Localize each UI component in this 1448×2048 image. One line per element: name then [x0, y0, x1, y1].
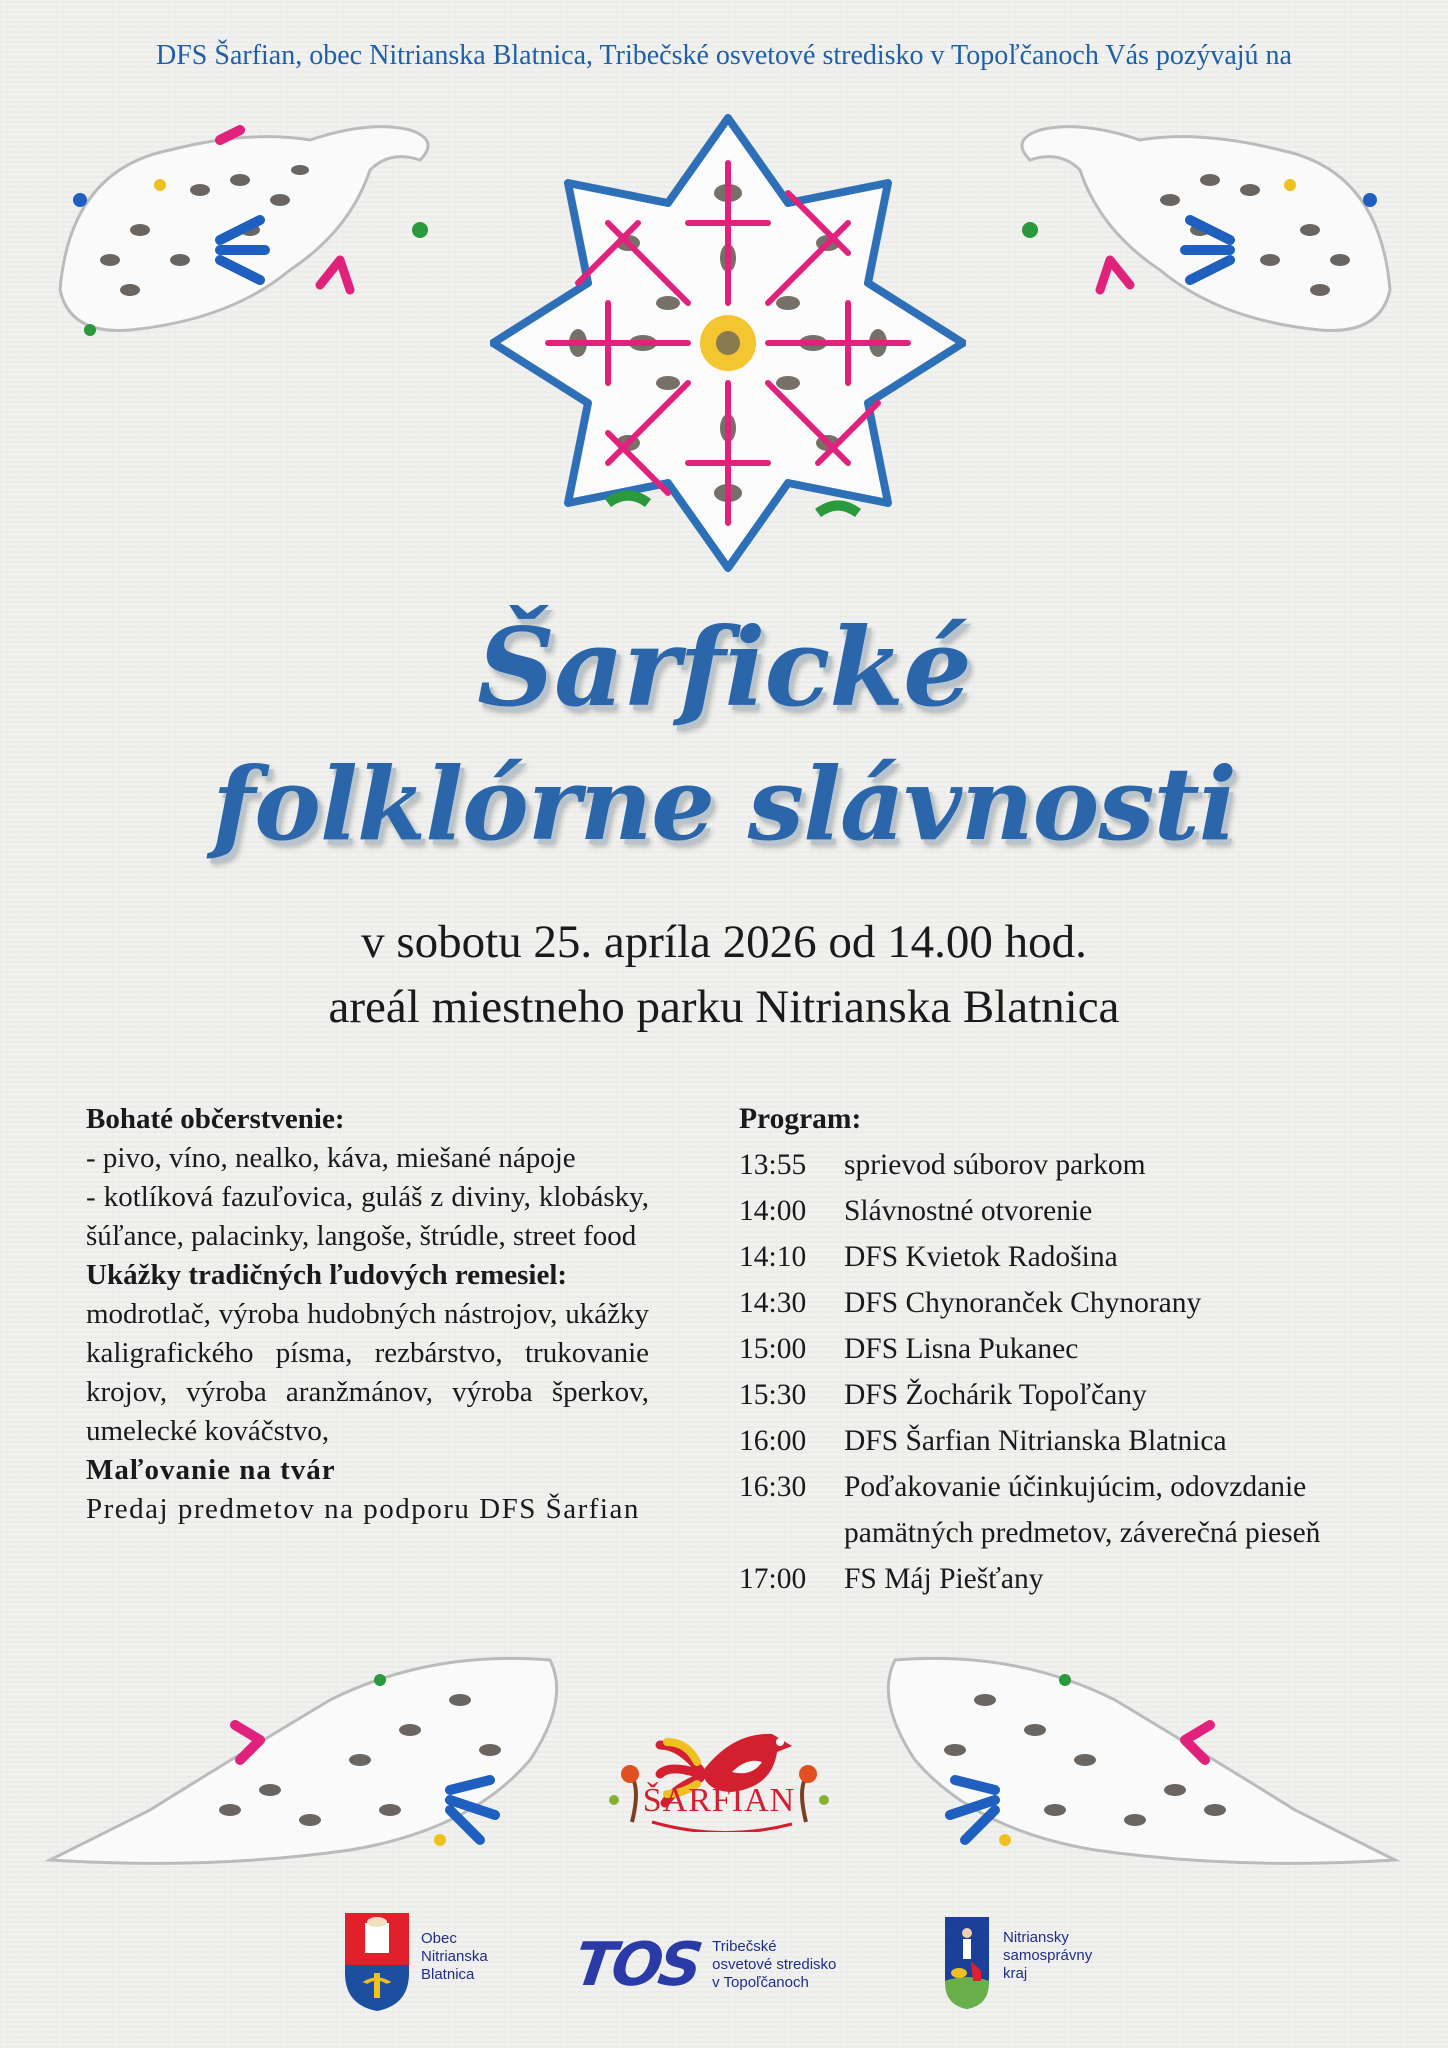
- program-time: 16:00: [739, 1425, 807, 1457]
- program-item: [739, 1556, 1419, 1602]
- program-time: 14:00: [739, 1195, 807, 1227]
- obec-coat-of-arms-icon: [345, 1913, 409, 2011]
- refreshment-heading: Bohaté občerstvenie:: [86, 1103, 345, 1135]
- sponsor-tos: [570, 1930, 837, 2000]
- nsk-line: kraj: [1003, 1965, 1028, 1982]
- tos-logo-mark: TOS: [570, 1930, 704, 2000]
- obec-line: Obec: [421, 1930, 457, 1947]
- invitation-line: DFS Šarfian, obec Nitrianska Blatnica, Tribečské osvetové stredisko v Topoľčanoch Vás pozývajú na: [156, 40, 1292, 71]
- program-item: [739, 1464, 1419, 1556]
- event-place: areál miestneho parku Nitrianska Blatnica: [328, 981, 1120, 1033]
- nsk-line: Nitriansky: [1003, 1929, 1069, 1946]
- face-painting-heading: Maľovanie na tvár: [86, 1454, 336, 1486]
- obec-line: Blatnica: [421, 1966, 475, 1983]
- lace-ornament-bottom-left: [30, 1640, 570, 1870]
- sponsor-nsk: [945, 1917, 1092, 2009]
- program-list: [739, 1100, 1419, 1602]
- nsk-coat-of-arms-icon: [945, 1917, 989, 2009]
- event-title-line2: folklórne slávnosti: [212, 745, 1236, 863]
- program-activity: FS Máj Piešťany: [844, 1563, 1044, 1595]
- program-heading: Program:: [739, 1103, 862, 1135]
- program-time: 16:30: [739, 1471, 807, 1503]
- program-activity: Slávnostné otvorenie: [844, 1195, 1093, 1227]
- program-time: 17:00: [739, 1563, 807, 1595]
- program-activity: sprievod súborov parkom: [844, 1149, 1146, 1181]
- sarfian-logo: [582, 1712, 856, 1832]
- crafts-text: modrotlač, výroba hudobných nástrojov, ukážky kaligrafického písma, rezbárstvo, trukovanie krojov, výroba aranžmánov, výroba šperkov, umelecké kováčstvo,: [86, 1298, 649, 1447]
- program-item: [739, 1372, 1419, 1418]
- program-item: [739, 1280, 1419, 1326]
- program-time: 15:00: [739, 1333, 807, 1365]
- food-text: - kotlíková fazuľovica, guláš z diviny, klobásky, šúľance, palacinky, langoše, štrúdle, street food: [86, 1181, 649, 1252]
- program-item: [739, 1326, 1419, 1372]
- offerings-column: [86, 1100, 649, 1529]
- crafts-heading: Ukážky tradičných ľudových remesiel:: [86, 1259, 568, 1291]
- lace-star-ornament: [490, 112, 966, 574]
- sale-text: Predaj predmetov na podporu DFS Šarfian: [86, 1493, 640, 1525]
- lace-ornament-bottom-right: [875, 1640, 1415, 1870]
- program-time: 14:30: [739, 1287, 807, 1319]
- program-activity: DFS Žochárik Topoľčany: [844, 1379, 1147, 1411]
- sponsor-obec: [345, 1913, 488, 2011]
- program-time: 14:10: [739, 1241, 807, 1273]
- tos-line: osvetové stredisko: [712, 1956, 837, 1973]
- program-activity: DFS Šarfian Nitrianska Blatnica: [844, 1425, 1227, 1457]
- program-item: [739, 1188, 1419, 1234]
- event-title-line1: Šarfické: [477, 605, 971, 731]
- nsk-line: samosprávny: [1003, 1947, 1093, 1964]
- program-item: [739, 1418, 1419, 1464]
- program-item: [739, 1234, 1419, 1280]
- program-activity: Poďakovanie účinkujúcim, odovzdanie pamätných predmetov, záverečná pieseň: [844, 1471, 1321, 1549]
- drinks-text: - pivo, víno, nealko, káva, miešané nápoje: [86, 1142, 576, 1174]
- program-time: 15:30: [739, 1379, 807, 1411]
- program-activity: DFS Kvietok Radošina: [844, 1241, 1118, 1273]
- program-activity: DFS Lisna Pukanec: [844, 1333, 1079, 1365]
- sarfian-logo-text: ŠARFIAN: [642, 1782, 796, 1819]
- program-activity: DFS Chynoranček Chynorany: [844, 1287, 1202, 1319]
- tos-line: v Topoľčanoch: [712, 1974, 809, 1991]
- event-date: v sobotu 25. apríla 2026 od 14.00 hod.: [361, 916, 1087, 968]
- obec-line: Nitrianska: [421, 1948, 488, 1965]
- program-time: 13:55: [739, 1149, 807, 1181]
- tos-line: Tribečské: [712, 1938, 777, 1955]
- program-item: [739, 1142, 1419, 1188]
- lace-ornament-top-left: [50, 110, 440, 350]
